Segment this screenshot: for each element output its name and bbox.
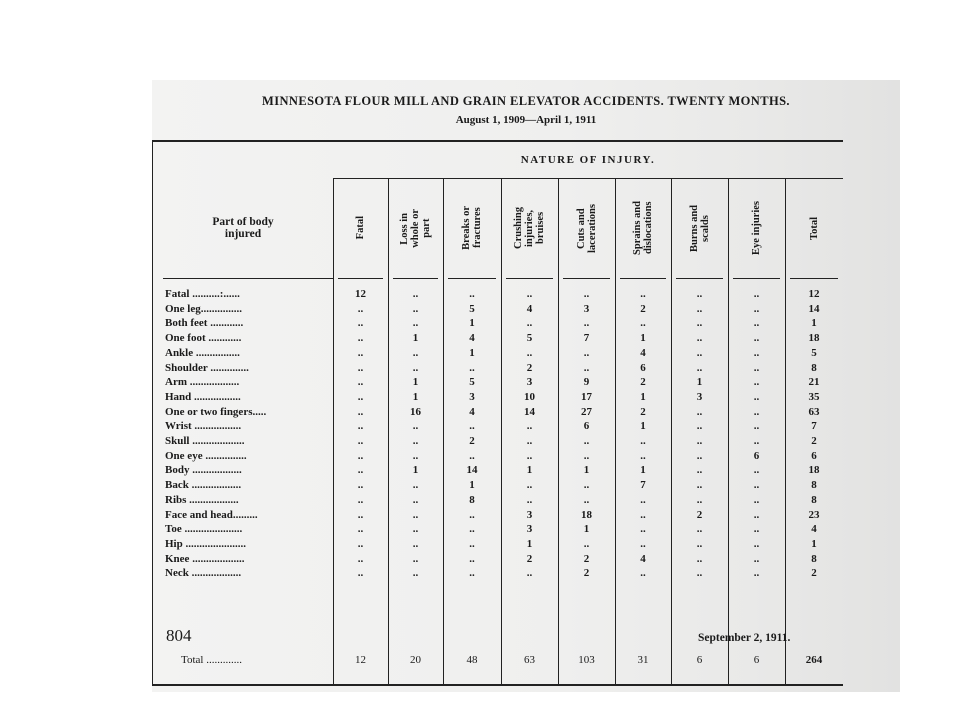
table-cell: ..: [357, 346, 364, 359]
table-cell: ..: [412, 317, 419, 330]
table-row: [153, 332, 843, 347]
row-label: One foot ............: [165, 332, 242, 345]
table-cell: ..: [753, 479, 760, 492]
table-row: [153, 376, 843, 391]
table-cell: 2: [640, 376, 646, 389]
table-cell: ..: [753, 346, 760, 359]
page-number: 804: [166, 626, 192, 645]
row-total-cell: 18: [808, 332, 820, 345]
table-cell: ..: [469, 288, 475, 300]
column-header-label: Sprains and dislocations: [632, 201, 654, 255]
column-header: [671, 178, 728, 278]
table-cell: 1: [583, 523, 590, 536]
table-cell: ..: [357, 537, 364, 550]
table-row: [153, 538, 843, 553]
row-label: One leg...............: [165, 302, 242, 315]
table-cell: ..: [526, 449, 533, 462]
row-label: Arm ..................: [165, 376, 240, 389]
table-cell: ..: [583, 317, 590, 330]
row-label: Both feet ............: [165, 317, 244, 330]
table-cell: ..: [753, 332, 760, 345]
table-row: [153, 479, 843, 494]
table-cell: ..: [696, 346, 703, 359]
table-cell: ..: [526, 346, 533, 359]
table-cell: ..: [753, 508, 760, 521]
total-cell: 63: [524, 654, 535, 666]
table-cell: ..: [412, 493, 419, 506]
column-header: [558, 178, 615, 278]
table-cell: ..: [753, 493, 760, 506]
table-cell: ..: [583, 449, 590, 462]
table-cell: 1: [412, 376, 419, 389]
table-cell: 9: [583, 376, 590, 389]
grand-total-cell: 264: [805, 654, 823, 666]
row-total-cell: 21: [808, 376, 820, 389]
table-cell: ..: [357, 302, 364, 315]
row-label: Hip ......................: [165, 537, 246, 550]
table-cell: 27: [581, 405, 592, 418]
table-cell: 3: [469, 390, 475, 403]
header-rule: [563, 278, 610, 279]
table-cell: 2: [696, 508, 703, 521]
table-cell: 6: [753, 449, 760, 462]
column-header: [615, 178, 671, 278]
header-rule: [733, 278, 780, 279]
table-cell: ..: [357, 317, 364, 330]
table-cell: ..: [357, 479, 364, 492]
table-cell: ..: [469, 552, 475, 565]
table-cell: ..: [357, 361, 364, 374]
table-cell: 14: [524, 405, 535, 418]
total-cell: 31: [637, 654, 649, 666]
table-cell: ..: [469, 523, 475, 536]
table-cell: ..: [357, 435, 364, 447]
table-cell: ..: [412, 361, 419, 374]
column-header: [333, 178, 388, 278]
table-cell: ..: [412, 346, 419, 359]
table-cell: 1: [640, 332, 646, 345]
header-rule: [790, 278, 838, 279]
table-cell: ..: [753, 420, 760, 433]
header-rule: [393, 278, 438, 279]
table-cell: ..: [640, 493, 646, 506]
table-cell: ..: [696, 464, 703, 477]
table-cell: 4: [640, 346, 646, 359]
table-cell: ..: [526, 493, 533, 506]
row-total-cell: 8: [811, 493, 817, 506]
table-cell: 3: [583, 302, 590, 315]
row-total-cell: 35: [808, 390, 820, 403]
row-label: Hand .................: [165, 390, 241, 403]
header-rule: [338, 278, 383, 279]
table-cell: 1: [640, 420, 646, 433]
part-of-body-header: [153, 178, 333, 278]
table-cell: ..: [753, 464, 760, 477]
table-row: [153, 523, 843, 538]
table-cell: ..: [753, 405, 760, 418]
column-header-label: Eye injuries: [751, 201, 762, 255]
table-cell: ..: [640, 435, 646, 447]
table-cell: ..: [357, 449, 364, 462]
row-total-cell: 14: [808, 302, 820, 315]
row-total-cell: 7: [811, 420, 817, 433]
table-cell: ..: [526, 317, 533, 330]
column-header-label: Fatal: [355, 216, 366, 240]
table-cell: 6: [640, 361, 646, 374]
table-cell: 4: [640, 552, 646, 565]
table-cell: ..: [526, 288, 533, 300]
row-total-cell: 63: [808, 405, 820, 418]
table-cell: ..: [696, 288, 703, 300]
table-cell: ..: [640, 288, 646, 300]
table-cell: 2: [583, 552, 590, 565]
part-of-body-header-label: Part of body injured: [212, 216, 274, 240]
column-header: [785, 178, 843, 278]
table-cell: ..: [526, 479, 533, 492]
table-cell: 1: [583, 464, 590, 477]
table-cell: ..: [753, 288, 760, 300]
table-cell: ..: [526, 420, 533, 433]
header-rule: [506, 278, 553, 279]
table-cell: 17: [581, 390, 592, 403]
table-cell: ..: [412, 435, 419, 447]
table-cell: ..: [583, 361, 590, 374]
table-row: [153, 567, 843, 582]
table-cell: ..: [753, 302, 760, 315]
table-cell: ..: [583, 493, 590, 506]
table-cell: ..: [526, 567, 533, 580]
row-label: Knee ...................: [165, 552, 245, 565]
table-cell: ..: [583, 537, 590, 550]
injury-table: [152, 140, 843, 686]
table-cell: ..: [412, 288, 419, 300]
column-header-label: Burns and scalds: [688, 204, 711, 252]
table-cell: ..: [357, 390, 364, 403]
table-cell: 1: [640, 390, 646, 403]
table-cell: ..: [412, 449, 419, 462]
table-cell: ..: [753, 523, 760, 536]
table-row: [153, 347, 843, 362]
table-cell: ..: [640, 317, 646, 330]
table-cell: ..: [753, 390, 760, 403]
table-cell: ..: [696, 420, 703, 433]
row-total-cell: 5: [811, 346, 817, 359]
table-cell: ..: [640, 449, 646, 462]
table-cell: 16: [410, 405, 421, 418]
table-cell: ..: [357, 552, 364, 565]
table-row: [153, 509, 843, 524]
table-cell: ..: [469, 420, 475, 433]
table-cell: ..: [696, 537, 703, 550]
column-header-label: Crushing injuries, bruises: [513, 206, 546, 249]
table-cell: ..: [753, 361, 760, 374]
table-cell: ..: [357, 376, 364, 389]
table-cell: 4: [469, 332, 475, 345]
header-rule: [676, 278, 723, 279]
table-cell: 3: [526, 376, 533, 389]
table-cell: 1: [412, 332, 419, 345]
page-title: MINNESOTA FLOUR MILL AND GRAIN ELEVATOR ACCIDENTS. TWENTY MONTHS.: [262, 94, 790, 108]
table-cell: ..: [469, 361, 475, 374]
table-cell: ..: [357, 405, 364, 418]
table-cell: 1: [469, 346, 475, 359]
nature-of-injury-header: NATURE OF INJURY.: [333, 142, 843, 179]
table-cell: ..: [753, 435, 760, 447]
column-header: [728, 178, 785, 278]
row-label: One eye ...............: [165, 449, 247, 462]
row-total-cell: 2: [811, 567, 817, 580]
table-cell: 1: [526, 464, 533, 477]
table-cell: 1: [412, 464, 419, 477]
row-total-cell: 8: [811, 552, 817, 565]
table-cell: 2: [526, 552, 533, 565]
page-subtitle: August 1, 1909—April 1, 1911: [455, 114, 597, 126]
table-cell: ..: [412, 567, 419, 580]
row-label: Wrist .................: [165, 420, 242, 433]
table-cell: ..: [696, 405, 703, 418]
table-cell: 1: [469, 317, 475, 330]
total-cell: 6: [696, 654, 703, 666]
table-cell: 10: [524, 390, 535, 403]
table-cell: 14: [466, 464, 478, 477]
table-cell: ..: [469, 508, 475, 521]
row-total-cell: 2: [811, 435, 817, 447]
table-cell: ..: [640, 537, 646, 550]
table-cell: ..: [469, 537, 475, 550]
row-total-cell: 23: [808, 508, 820, 521]
table-cell: ..: [696, 479, 703, 492]
table-cell: ..: [357, 523, 364, 536]
table-row: [153, 464, 843, 479]
table-cell: ..: [412, 302, 419, 315]
row-label: Face and head.........: [165, 508, 258, 521]
table-cell: ..: [412, 420, 419, 433]
table-row: [153, 317, 843, 332]
row-total-cell: 18: [808, 464, 820, 477]
table-cell: 7: [583, 332, 590, 345]
table-cell: ..: [696, 493, 703, 506]
table-cell: 1: [696, 376, 703, 389]
row-total-cell: 6: [811, 449, 817, 462]
table-cell: ..: [696, 552, 703, 565]
row-label: Ankle ................: [165, 346, 240, 359]
row-total-cell: 12: [808, 288, 820, 300]
table-row: [153, 450, 843, 465]
row-label: Back ..................: [165, 479, 242, 492]
table-cell: 1: [526, 537, 533, 550]
row-total-cell: 8: [811, 479, 817, 492]
table-cell: ..: [357, 420, 364, 433]
column-header-label: Cuts and lacerations: [575, 203, 598, 253]
total-cell: 12: [355, 654, 366, 666]
row-label: Toe .....................: [165, 523, 243, 536]
row-label: Fatal ..........:......: [165, 288, 240, 300]
header-rule: [163, 278, 333, 279]
table-cell: ..: [696, 361, 703, 374]
table-row: [153, 288, 843, 303]
table-cell: ..: [469, 567, 475, 580]
table-cell: 3: [526, 523, 533, 536]
table-cell: ..: [753, 567, 760, 580]
total-cell: 6: [753, 654, 760, 666]
header-rule: [620, 278, 666, 279]
table-row: [153, 406, 843, 421]
total-label: Total .............: [181, 654, 242, 666]
table-cell: 2: [640, 302, 646, 315]
table-cell: ..: [696, 332, 703, 345]
table-cell: ..: [696, 523, 703, 536]
table-cell: ..: [357, 464, 364, 477]
table-cell: 2: [526, 361, 533, 374]
table-cell: ..: [357, 493, 364, 506]
table-cell: ..: [753, 376, 760, 389]
table-cell: ..: [640, 508, 646, 521]
table-row: [153, 435, 843, 450]
table-cell: 1: [412, 390, 419, 403]
table-cell: ..: [696, 317, 703, 330]
row-total-cell: 1: [811, 537, 817, 550]
column-header: [501, 178, 558, 278]
row-total-cell: 8: [811, 361, 817, 374]
table-row: [153, 420, 843, 435]
column-header-label: Loss in whole or part: [399, 208, 432, 248]
table-cell: 1: [469, 479, 475, 492]
table-cell: 18: [581, 508, 592, 521]
table-row: [153, 362, 843, 377]
table-cell: 5: [469, 302, 475, 315]
row-total-cell: 1: [811, 317, 817, 330]
table-cell: ..: [412, 523, 419, 536]
table-cell: ..: [583, 479, 590, 492]
table-cell: ..: [696, 449, 703, 462]
table-cell: ..: [753, 537, 760, 550]
row-label: Neck ..................: [165, 567, 242, 580]
table-cell: 1: [640, 464, 646, 477]
table-cell: ..: [412, 479, 419, 492]
row-label: Shoulder ..............: [165, 361, 249, 374]
table-cell: ..: [696, 435, 703, 447]
table-cell: ..: [583, 288, 590, 300]
total-cell: 48: [466, 654, 478, 666]
table-cell: ..: [469, 449, 475, 462]
table-cell: 4: [526, 302, 533, 315]
total-cell: 20: [410, 654, 421, 666]
table-cell: ..: [583, 435, 590, 447]
table-cell: ..: [526, 435, 533, 447]
table-cell: ..: [412, 537, 419, 550]
table-cell: ..: [583, 346, 590, 359]
column-header: [388, 178, 443, 278]
table-cell: 2: [469, 435, 475, 447]
table-cell: 2: [640, 405, 646, 418]
table-cell: 5: [469, 376, 475, 389]
table-cell: ..: [357, 567, 364, 580]
total-cell: 103: [578, 654, 595, 666]
table-cell: ..: [753, 552, 760, 565]
table-cell: ..: [640, 523, 646, 536]
table-cell: ..: [640, 567, 646, 580]
table-row: [153, 303, 843, 318]
table-row: [153, 391, 843, 406]
row-label: Body ..................: [165, 464, 242, 477]
row-label: Skull ...................: [165, 435, 245, 447]
table-row: [153, 553, 843, 568]
table-cell: 2: [583, 567, 590, 580]
table-cell: 3: [696, 390, 703, 403]
row-total-cell: 4: [811, 523, 817, 536]
row-label: One or two fingers.....: [165, 405, 267, 418]
table-cell: ..: [696, 302, 703, 315]
table-cell: 7: [640, 479, 646, 492]
row-label: Ribs ..................: [165, 493, 239, 506]
table-cell: ..: [753, 317, 760, 330]
table-cell: 4: [469, 405, 475, 418]
scanned-page: [152, 80, 900, 692]
table-cell: 6: [583, 420, 590, 433]
table-cell: ..: [357, 508, 364, 521]
column-header-label: Total: [808, 216, 820, 240]
column-header: [443, 178, 501, 278]
publication-date: September 2, 1911.: [698, 632, 791, 644]
table-cell: ..: [412, 508, 419, 521]
table-cell: 3: [526, 508, 533, 521]
table-cell: ..: [412, 552, 419, 565]
column-header-label: Breaks or fractures: [461, 206, 483, 250]
table-cell: ..: [357, 332, 364, 345]
table-row: [153, 494, 843, 509]
table-cell: 5: [526, 332, 533, 345]
table-cell: 8: [469, 493, 475, 506]
table-cell: ..: [696, 567, 703, 580]
header-rule: [448, 278, 496, 279]
total-row: [153, 654, 843, 672]
table-cell: 12: [355, 288, 366, 300]
